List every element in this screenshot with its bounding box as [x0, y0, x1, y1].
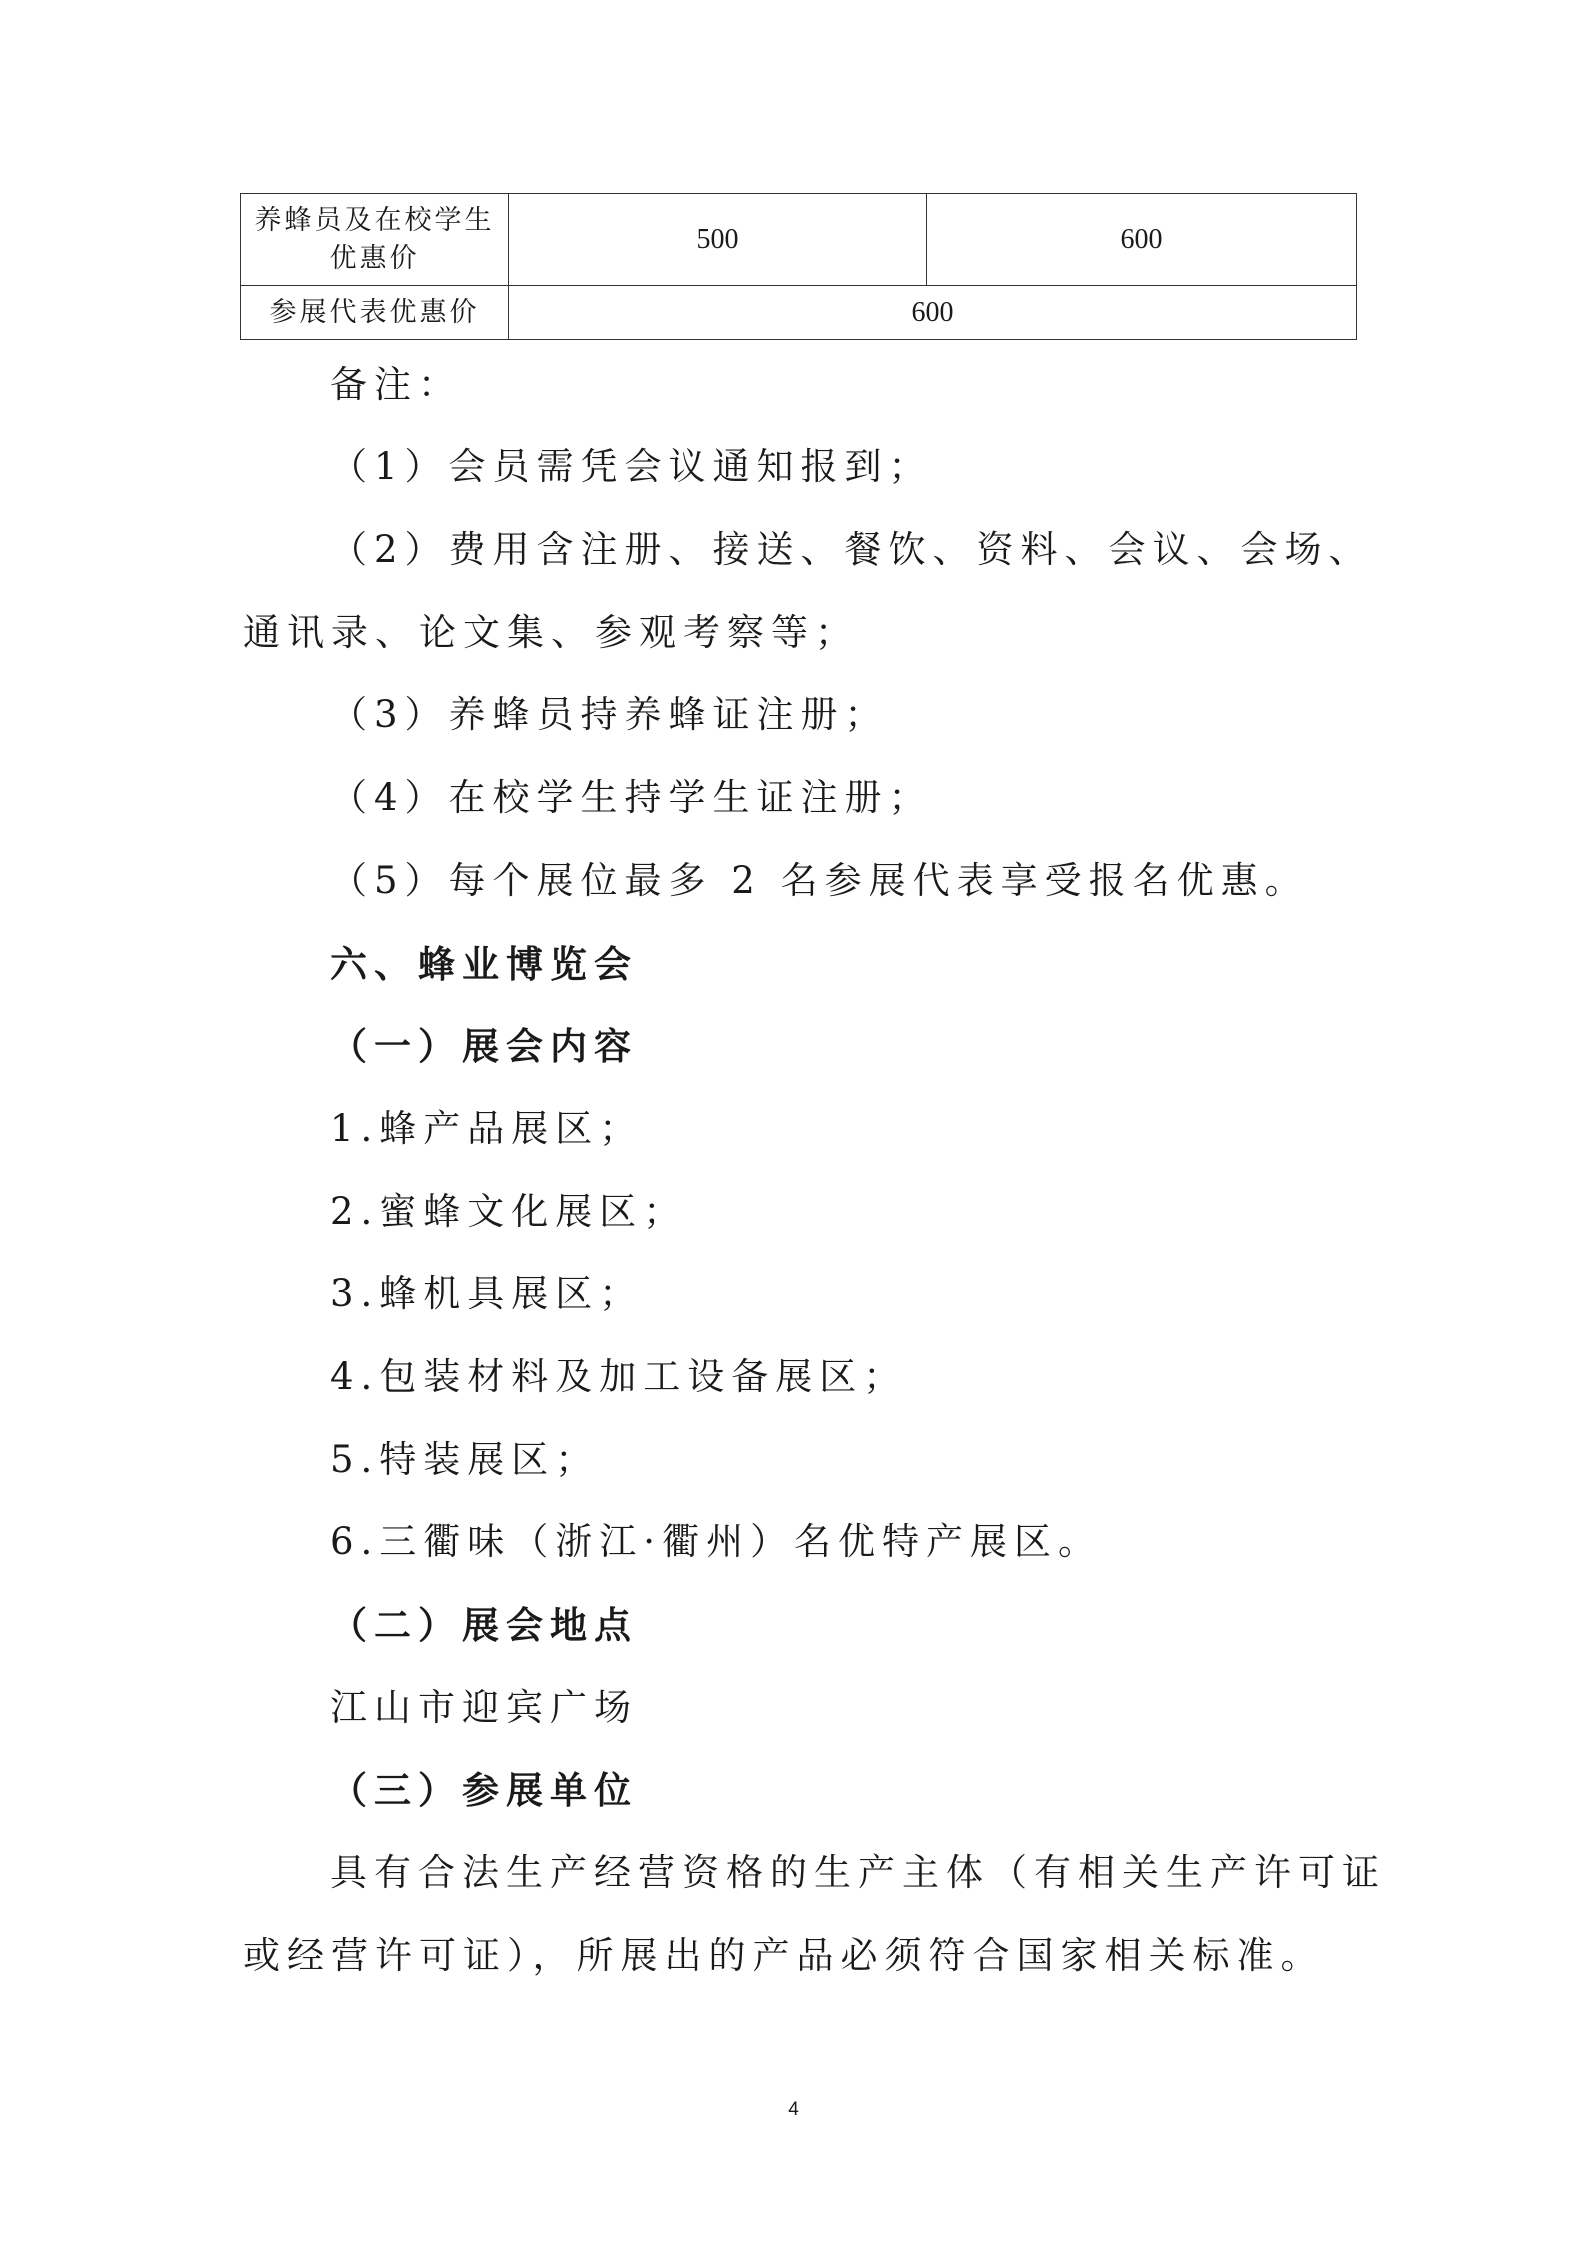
page-number: 4	[788, 2099, 799, 2120]
zone-item: 6.三衢味（浙江·衢州）名优特产展区。	[330, 1520, 1103, 1563]
zone-item: 3.蜂机具展区；	[330, 1272, 644, 1315]
subsection-heading: （三）参展单位	[330, 1768, 638, 1812]
note-item: （1）会员需凭会议通知报到；	[330, 445, 933, 488]
table-row	[241, 286, 1357, 340]
note-item: （2）费用含注册、接送、餐饮、资料、会议、会场、	[330, 528, 1373, 571]
zone-item: 5.特装展区；	[330, 1438, 600, 1481]
paragraph-line: 具有合法生产经营资格的生产主体（有相关生产许可证	[330, 1851, 1386, 1894]
note-item: （5）每个展位最多 2 名参展代表享受报名优惠。	[330, 859, 1309, 902]
paragraph-line: 或经营许可证），所展出的产品必须符合国家相关标准。	[243, 1934, 1325, 1977]
section-heading: 六、蜂业博览会	[330, 942, 638, 986]
note-item: （3）养蜂员持养蜂证注册；	[330, 693, 889, 736]
fee-value: 500	[509, 194, 927, 286]
note-item: （4）在校学生持学生证注册；	[330, 776, 933, 819]
table-row	[241, 194, 1357, 286]
note-item-continued: 通讯录、论文集、参观考察等；	[243, 611, 859, 654]
fee-value: 600	[509, 286, 1357, 340]
subsection-heading: （一）展会内容	[330, 1024, 638, 1068]
row-label: 参展代表优惠价	[241, 286, 509, 340]
fee-table	[240, 193, 1357, 340]
zone-item: 4.包装材料及加工设备展区；	[330, 1355, 908, 1398]
zone-item: 2.蜜蜂文化展区；	[330, 1190, 688, 1233]
notes-heading: 备注：	[330, 363, 462, 406]
fee-value: 600	[927, 194, 1357, 286]
row-label: 养蜂员及在校学生优惠价	[241, 194, 509, 286]
subsection-heading: （二）展会地点	[330, 1603, 638, 1647]
zone-item: 1.蜂产品展区；	[330, 1107, 644, 1150]
venue-text: 江山市迎宾广场	[330, 1686, 638, 1729]
